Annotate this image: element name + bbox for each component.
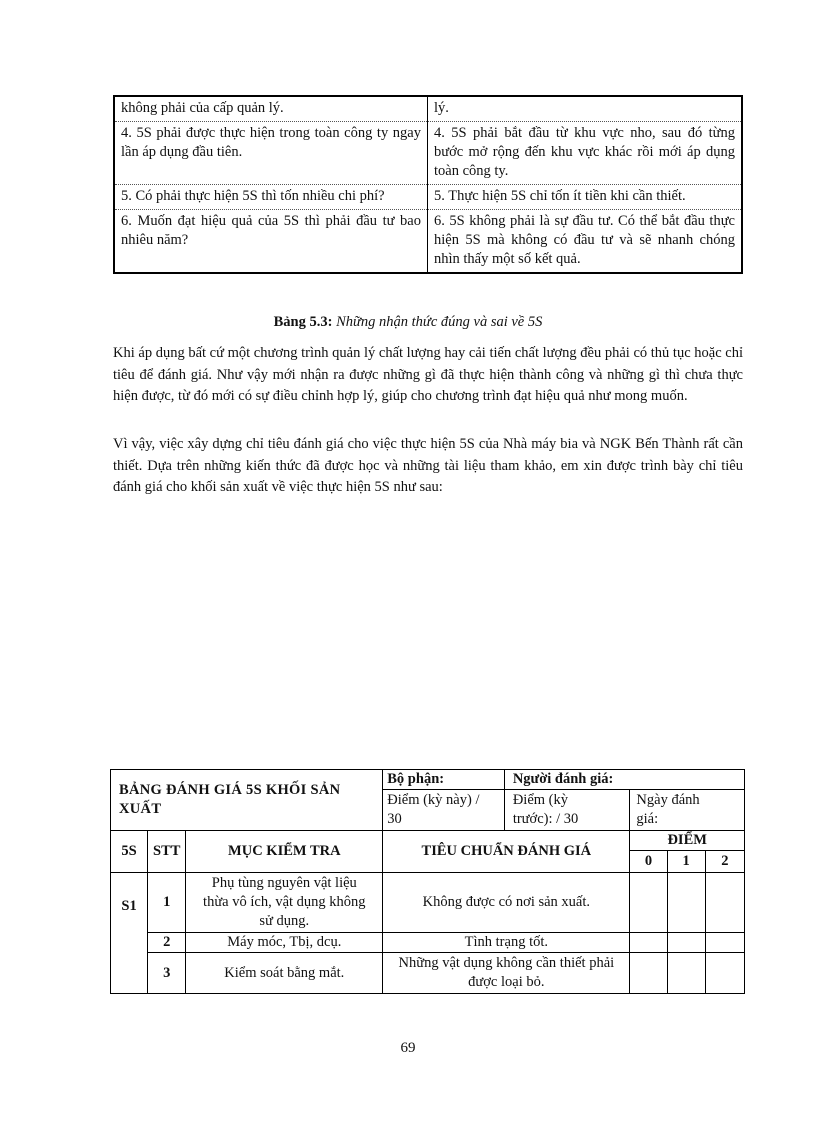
score-cell-2[interactable] xyxy=(705,953,744,994)
table-row xyxy=(114,185,742,210)
score-cell-1[interactable] xyxy=(667,933,705,953)
score-cell-0[interactable] xyxy=(630,873,667,933)
previous-score-label: Điểm (kỳ trước): / 30 xyxy=(512,792,579,827)
col-header-5s: 5S xyxy=(111,831,148,873)
table-row xyxy=(111,873,745,933)
right-perception-cell: 4. 5S phải bắt đầu từ khu vực nho, sau đó từng bước mở rộng đến khu vực khác rồi mới áp dụng toàn công ty. xyxy=(428,122,743,185)
row-stt: 3 xyxy=(148,953,186,994)
wrong-perception-cell: 5. Có phải thực hiện 5S thì tốn nhiều chi phí? xyxy=(114,185,428,210)
table-caption xyxy=(0,314,816,331)
row-stt: 1 xyxy=(148,873,186,933)
score-cell-2[interactable] xyxy=(705,933,744,953)
score-level-2: 2 xyxy=(705,851,744,873)
previous-score-field xyxy=(504,790,630,831)
right-perception-cell: 5. Thực hiện 5S chỉ tốn ít tiền khi cần thiết. xyxy=(428,185,743,210)
wrong-perception-cell: không phải của cấp quản lý. xyxy=(114,96,428,122)
row-check-item: Máy móc, Tbị, dcụ. xyxy=(186,933,383,953)
table-row xyxy=(114,96,742,122)
score-cell-1[interactable] xyxy=(667,873,705,933)
caption-label: Bảng 5.3: xyxy=(273,314,333,330)
row-criteria: Không được có nơi sản xuất. xyxy=(383,873,630,933)
wrong-perception-cell: 4. 5S phải được thực hiện trong toàn công ty ngay lần áp dụng đầu tiên. xyxy=(114,122,428,185)
row-check-item: Kiểm soát bằng mắt. xyxy=(186,953,383,994)
wrong-perception-cell: 6. Muốn đạt hiệu quả của 5S thì phải đầu tư bao nhiêu năm? xyxy=(114,210,428,274)
table-row xyxy=(111,933,745,953)
table-row xyxy=(114,122,742,185)
current-score-label: Điểm (kỳ này) / 30 xyxy=(387,792,480,827)
evaluator-label: Người đánh giá: xyxy=(504,770,744,790)
caption-text: Những nhận thức đúng và sai về 5S xyxy=(336,314,543,330)
col-header-score: ĐIỂM xyxy=(630,831,745,851)
score-level-0: 0 xyxy=(630,851,667,873)
page-number: 69 xyxy=(400,1040,416,1056)
right-perception-cell: 6. 5S không phải là sự đầu tư. Có thể bắt đầu thực hiện 5S mà không có đầu tư và sẽ nhanh chóng nhìn thấy một số kết quả. xyxy=(434,213,735,267)
paragraph-2: Vì vậy, việc xây dựng chỉ tiêu đánh giá cho việc thực hiện 5S của Nhà máy bia và NGK Bến Thành rất cần thiết. Dựa trên những kiến thức đã được học và những tài liệu tham khảo, em xin được trình bày chỉ tiêu đánh giá cho khối sản xuất về việc thực hiện 5S như sau: xyxy=(113,436,743,495)
eval-date-label: Ngày đánh giá: xyxy=(636,792,700,827)
right-perception-cell: lý. xyxy=(428,96,743,122)
evaluation-table-title: BẢNG ĐÁNH GIÁ 5S KHỐI SẢN XUẤT xyxy=(111,770,383,831)
eval-date-field xyxy=(630,790,745,831)
score-cell-2[interactable] xyxy=(705,873,744,933)
table-row xyxy=(114,210,742,274)
row-stt: 2 xyxy=(148,933,186,953)
row-check-item: Phụ tùng nguyên vật liệu thừa vô ích, vật dụng không sử dụng. xyxy=(186,873,383,933)
department-label: Bộ phận: xyxy=(383,770,505,790)
evaluation-table xyxy=(110,769,745,994)
col-header-item: MỤC KIỂM TRA xyxy=(186,831,383,873)
table-row xyxy=(111,953,745,994)
row-criteria: Những vật dụng không cần thiết phải được loại bỏ. xyxy=(383,953,630,994)
paragraph-1: Khi áp dụng bất cứ một chương trình quản lý chất lượng hay cải tiến chất lượng đều phải có thủ tục hoặc chỉ tiêu để đánh giá. Như vậy mới nhận ra được những gì đã thực hiện thành công và những gì thì chưa thực hiện được, từ đó mới có sự điều chỉnh hợp lý, giúp cho chương trình đạt hiệu quả như mong muốn. xyxy=(113,345,743,404)
score-cell-0[interactable] xyxy=(630,953,667,994)
current-score-field xyxy=(383,790,505,831)
col-header-stt: STT xyxy=(148,831,186,873)
score-level-1: 1 xyxy=(667,851,705,873)
score-cell-0[interactable] xyxy=(630,933,667,953)
score-cell-1[interactable] xyxy=(667,953,705,994)
group-label-s1: S1 xyxy=(111,873,148,994)
row-criteria: Tình trạng tốt. xyxy=(383,933,630,953)
col-header-criteria: TIÊU CHUẨN ĐÁNH GIÁ xyxy=(383,831,630,873)
comparison-table xyxy=(113,95,743,274)
